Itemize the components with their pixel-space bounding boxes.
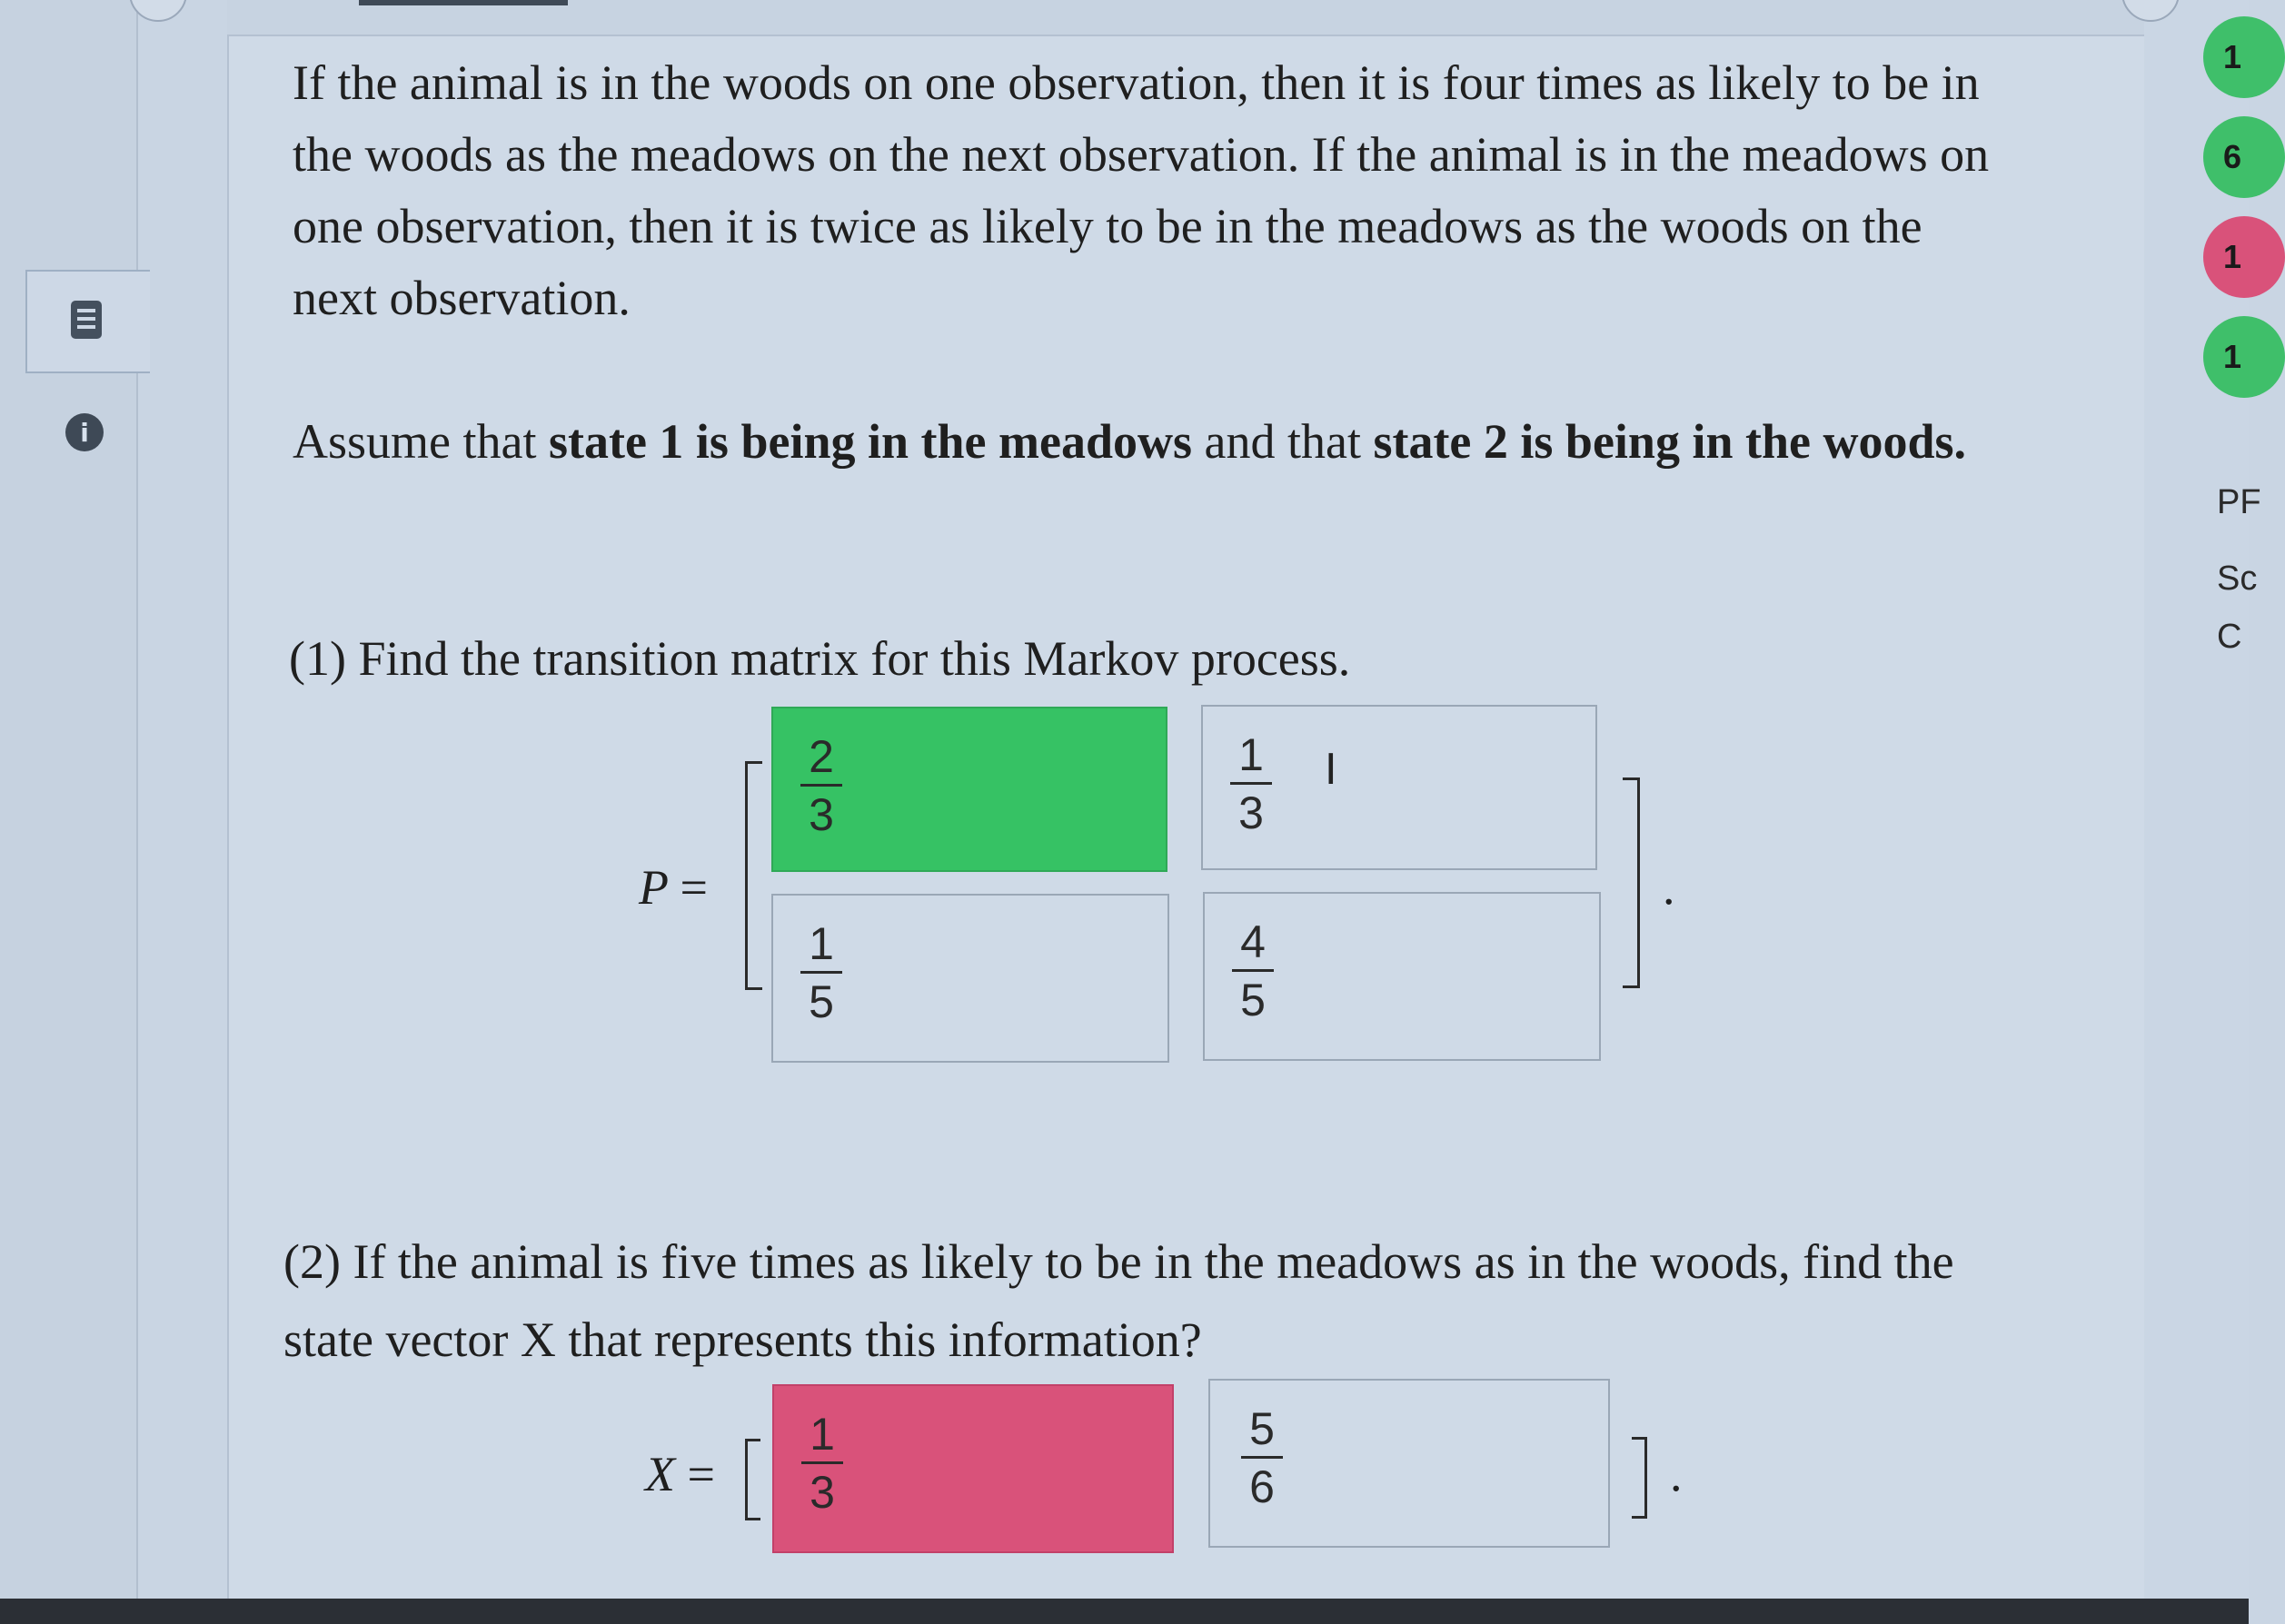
- fraction: 1 3: [1230, 730, 1272, 837]
- matrix-cell-2-2[interactable]: [1203, 892, 1601, 1061]
- book-icon[interactable]: [71, 301, 102, 339]
- vector-period: .: [1670, 1447, 1683, 1501]
- matrix-cell-2-1[interactable]: [771, 894, 1169, 1063]
- fraction: 1 3: [801, 1410, 843, 1517]
- side-label: Sc: [2217, 559, 2258, 598]
- fraction: 2 3: [800, 732, 842, 839]
- info-icon[interactable]: i: [65, 413, 104, 451]
- assume-mid: and that: [1192, 414, 1374, 469]
- matrix-period: .: [1663, 860, 1675, 915]
- matrix-cell-1-1[interactable]: [771, 707, 1167, 872]
- left-bracket: [745, 761, 762, 990]
- matrix-cell-1-2[interactable]: [1201, 705, 1597, 870]
- vector-cell-1[interactable]: [772, 1384, 1174, 1553]
- state1-text: state 1 is being in the meadows: [548, 414, 1192, 469]
- score-badge[interactable]: 1: [2203, 16, 2285, 98]
- fraction: 1 5: [800, 919, 842, 1026]
- side-label: PF: [2217, 483, 2261, 521]
- fraction: 4 5: [1232, 917, 1274, 1025]
- vector-left-bracket: [745, 1439, 760, 1520]
- assumption-text: [293, 406, 2019, 478]
- side-label: C: [2217, 618, 2242, 656]
- state2-text: state 2 is being in the woods.: [1373, 414, 1967, 469]
- vector-right-bracket: [1632, 1437, 1647, 1519]
- problem-text: If the animal is in the woods on one observation, then it is four times as likely to be in the woods as the meadows on the next observation. If the animal is in the meadows on one observation, then it is twice as likely to be in the meadows as the woods on the next observation.: [293, 55, 1990, 325]
- tab-indicator: [359, 0, 568, 5]
- right-bracket: [1623, 777, 1640, 988]
- vector-cell-2[interactable]: [1208, 1379, 1610, 1548]
- top-strip: [227, 0, 2144, 35]
- part1-text: (1) Find the transition matrix for this Markov process.: [289, 631, 1351, 686]
- assume-pre: Assume that: [293, 414, 549, 469]
- left-sidebar: [0, 0, 138, 1599]
- score-badge[interactable]: 1: [2203, 316, 2285, 398]
- bottom-bezel: [0, 1599, 2249, 1624]
- matrix-label: P =: [639, 860, 708, 915]
- score-badge[interactable]: 1: [2203, 216, 2285, 298]
- fraction: 5 6: [1241, 1404, 1283, 1511]
- part2-text: (2) If the animal is five times as likely to be in the meadows as in the woods, find the state vector X that represents this information?: [283, 1234, 1954, 1367]
- text-cursor-icon: Ⅰ: [1325, 745, 1337, 794]
- score-badge[interactable]: 6: [2203, 116, 2285, 198]
- vector-label: X =: [645, 1447, 715, 1501]
